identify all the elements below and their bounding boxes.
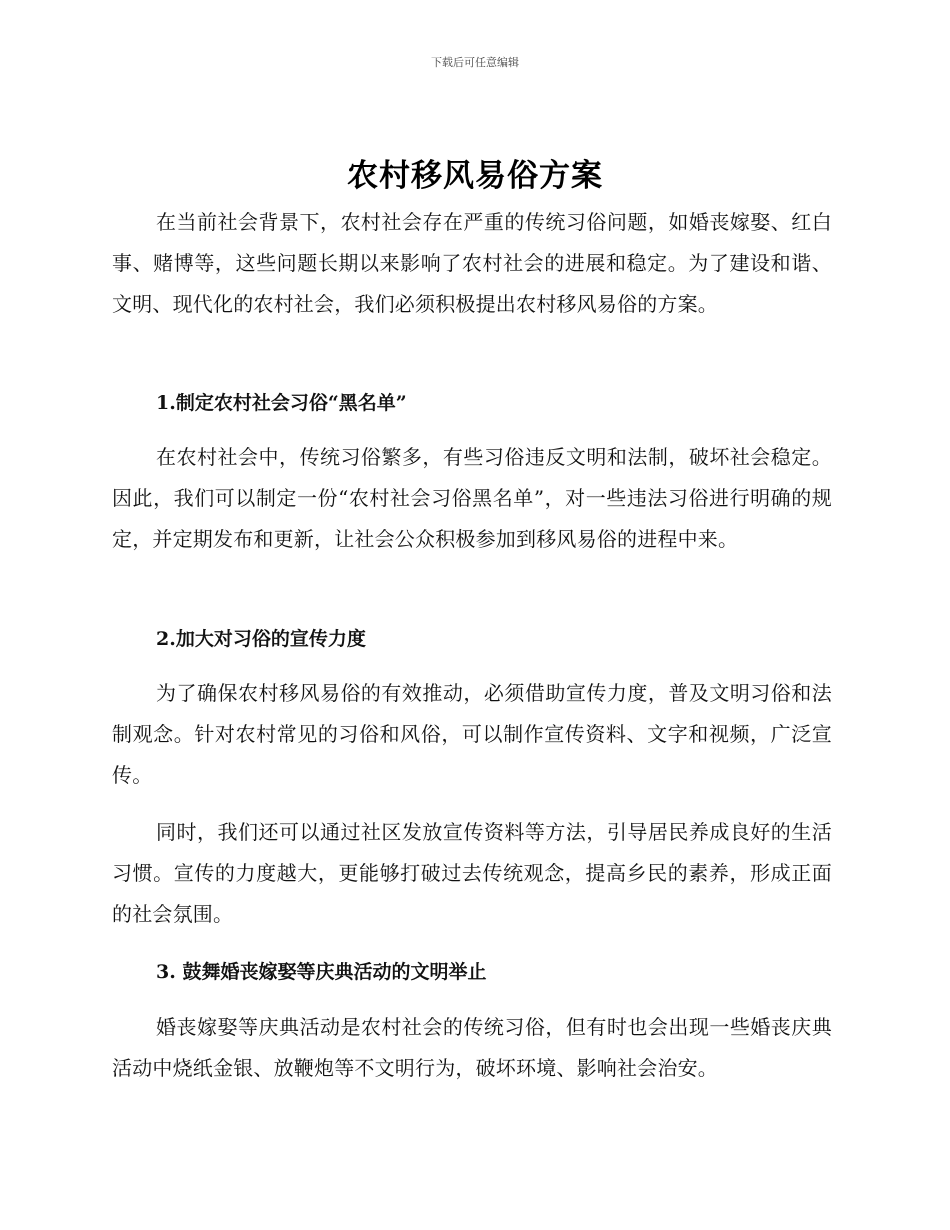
section-2-heading: 2.加大对习俗的宣传力度 xyxy=(156,628,366,650)
intro-paragraph: 在当前社会背景下，农村社会存在严重的传统习俗问题，如婚丧嫁娶、红白事、赌博等，这些问题长期以来影响了农村社会的进展和稳定。为了建设和谐、文明、现代化的农村社会，我们必须积极提出农村移风易俗的方案。 xyxy=(112,210,832,316)
section-1-heading: 1.制定农村社会习俗“黑名单” xyxy=(156,392,407,414)
section-3-paragraph-1: 婚丧嫁娶等庆典活动是农村社会的传统习俗，但有时也会出现一些婚丧庆典活动中烧纸金银、放鞭炮等不文明行为，破坏环境、影响社会治安。 xyxy=(112,1015,832,1080)
section-2-paragraph-1: 为了确保农村移风易俗的有效推动，必须借助宣传力度，普及文明习俗和法制观念。针对农村常见的习俗和风俗，可以制作宣传资料、文字和视频，广泛宣传。 xyxy=(112,681,832,787)
section-3-heading: 3. 鼓舞婚丧嫁娶等庆典活动的文明举止 xyxy=(156,961,487,983)
section-2-paragraph-2: 同时，我们还可以通过社区发放宣传资料等方法，引导居民养成良好的生活习惯。宣传的力度越大，更能够打破过去传统观念，提高乡民的素养，形成正面的社会氛围。 xyxy=(112,820,832,926)
header-note: 下载后可任意编辑 xyxy=(431,56,519,69)
document-title: 农村移风易俗方案 xyxy=(347,158,603,194)
section-1-paragraph-1: 在农村社会中，传统习俗繁多，有些习俗违反文明和法制，破坏社会稳定。因此，我们可以制定一份“农村社会习俗黑名单”，对一些违法习俗进行明确的规定，并定期发布和更新，让社会公众积极参加到移风易俗的进程中来。 xyxy=(112,445,832,551)
